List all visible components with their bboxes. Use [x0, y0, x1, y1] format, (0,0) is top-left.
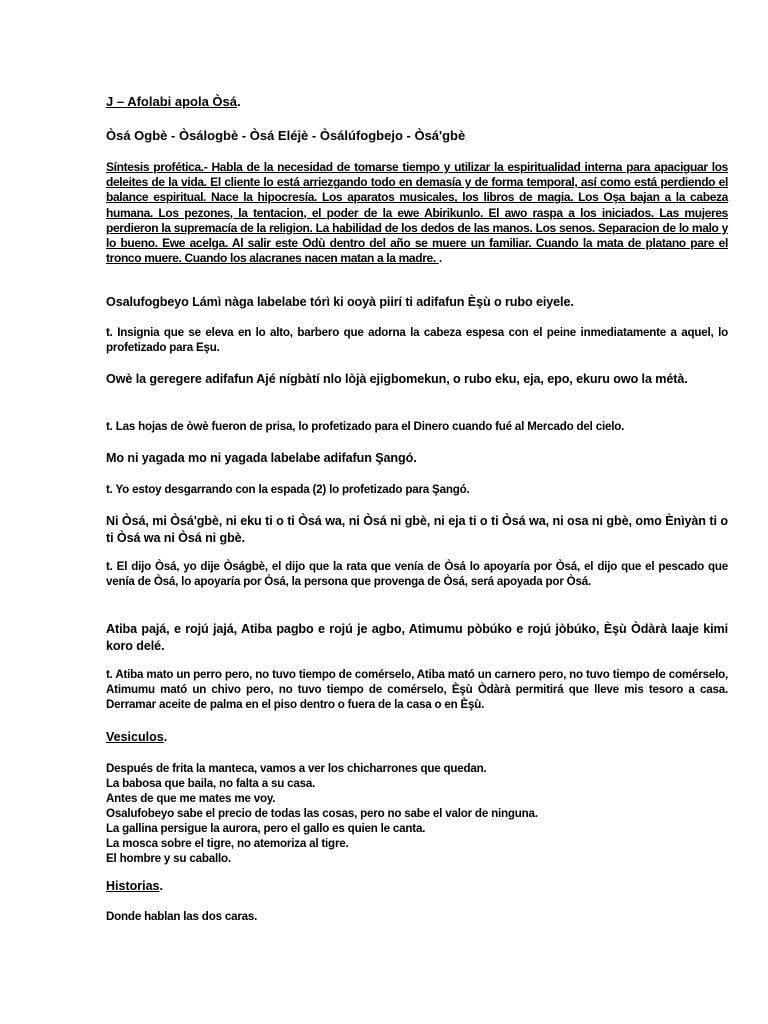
prophetic-synthesis [106, 160, 728, 266]
list-item: La babosa que baila, no falta a su casa. [106, 777, 316, 790]
verse-4-yoruba: Ni Òsá, mi Òsá'gbè, ni eku ti o ti Òsá wa, ni Òsá ni gbè, ni eja ti o ti Òsá wa, ni osa ni gbè, omo Ènìyàn ti o ti Òsá wa ni Òsá ni gbè. [106, 514, 728, 545]
list-item: Después de frita la manteca, vamos a ver los chicharrones que quedan. [106, 762, 487, 775]
chapter-heading-title: J – Afolabi apola Òsá [106, 94, 238, 109]
verse-1-translation: t. Insignia que se eleva en lo alto, barbero que adorna la cabeza espesa con el peine inmediatamente a aquel, lo profetizado para Eşu. [106, 326, 728, 354]
historias-heading-period: . [159, 879, 163, 893]
prophetic-synthesis-period: . [438, 251, 442, 266]
vesiculos-list [106, 761, 728, 866]
vesiculos-heading [106, 730, 167, 744]
verse-2-translation: t. Las hojas de òwè fueron de prisa, lo profetizado para el Dinero cuando fué al Mercado del cielo. [106, 420, 625, 433]
list-item: La gallina persigue la aurora, pero el gallo es quien le canta. [106, 822, 426, 835]
prophetic-synthesis-text: Síntesis profética.- Habla de la necesidad de tomarse tiempo y utilizar la espiritualidad interna para apaciguar los deleites de la vida. El cliente lo está arriezgando todo en demasía y de forma temporal, así como está perdiendo el balance espiritual. Nace la hipocresía. Los aparatos musicales, los libros de magia. Los Oşa bajan a la cabeza humana. Los pezones, la tentacion, el poder de la ewe Abirikunlo. El awo raspa a los iniciados. Las mujeres perdieron la supremacía de la religion. La habilidad de los dedos de las manos. Los senos. Separacion de lo malo y lo bueno. Ewe acelga. Al salir este Odù dentro del año se muere un familiar. Cuando la mata de platano pare el tronco muere. Cuando los alacranes nacen matan a la madre. [106, 160, 728, 266]
verse-3-yoruba: Mo ni yagada mo ni yagada labelabe adifafun Şangó. [106, 451, 417, 465]
verse-4-translation: t. El dijo Òsá, yo dije Òságbè, el dijo que la rata que venía de Òsá lo apoyaría por Òsá, el dijo que el pescado que venía de Òsá, lo apoyaría por Òsá, la persona que provenga de Òsá, será apoyada por Òsá. [106, 560, 728, 588]
list-item: Antes de que me mates me voy. [106, 792, 276, 805]
list-item: El hombre y su caballo. [106, 852, 231, 865]
historias-first-line: Donde hablan las dos caras. [106, 910, 258, 923]
verse-2-yoruba: Owè la geregere adifafun Ajé nígbàtí nlo lòjà ejigbomekun, o rubo eku, eja, epo, ekuru owo la métà. [106, 372, 688, 386]
vesiculos-heading-title: Vesiculos [106, 730, 164, 744]
list-item: Osalufobeyo sabe el precio de todas las cosas, pero no sabe el valor de ninguna. [106, 807, 538, 820]
historias-heading-title: Historias [106, 879, 160, 893]
odu-names-heading: Òsá Ogbè - Òsálogbè - Òsá Eléjè - Òsálúfogbejo - Òsá'gbè [106, 128, 466, 143]
verse-5-yoruba: Atiba pajá, e rojú jajá, Atiba pagbo e rojú je agbo, Atimumu pòbúko e rojú jòbúko, Èşù Òdàrà laaje kimi koro delé. [106, 622, 728, 653]
chapter-heading-period: . [237, 94, 241, 109]
verse-5-translation: t. Atiba mato un perro pero, no tuvo tiempo de comérselo, Atiba mató un carnero pero, no tuvo tiempo de comérselo, Atimumu mató un chivo pero, no tuvo tiempo de comérselo, Èşù Òdàrà permitirá que lleve mis tesoro a casa. Derramar aceite de palma en el piso dentro o fuera de la casa o en Èşù. [106, 668, 728, 711]
vesiculos-heading-period: . [163, 730, 168, 744]
list-item: La mosca sobre el tigre, no atemoriza al tigre. [106, 837, 349, 850]
verse-1-yoruba: Osalufogbeyo Lámì nàga labelabe tórì ki ooyà piirí ti adifafun Èşù o rubo eiyele. [106, 295, 574, 309]
historias-heading [106, 879, 163, 893]
verse-3-translation: t. Yo estoy desgarrando con la espada (2) lo profetizado para Şangó. [106, 483, 470, 496]
chapter-heading [106, 94, 241, 110]
